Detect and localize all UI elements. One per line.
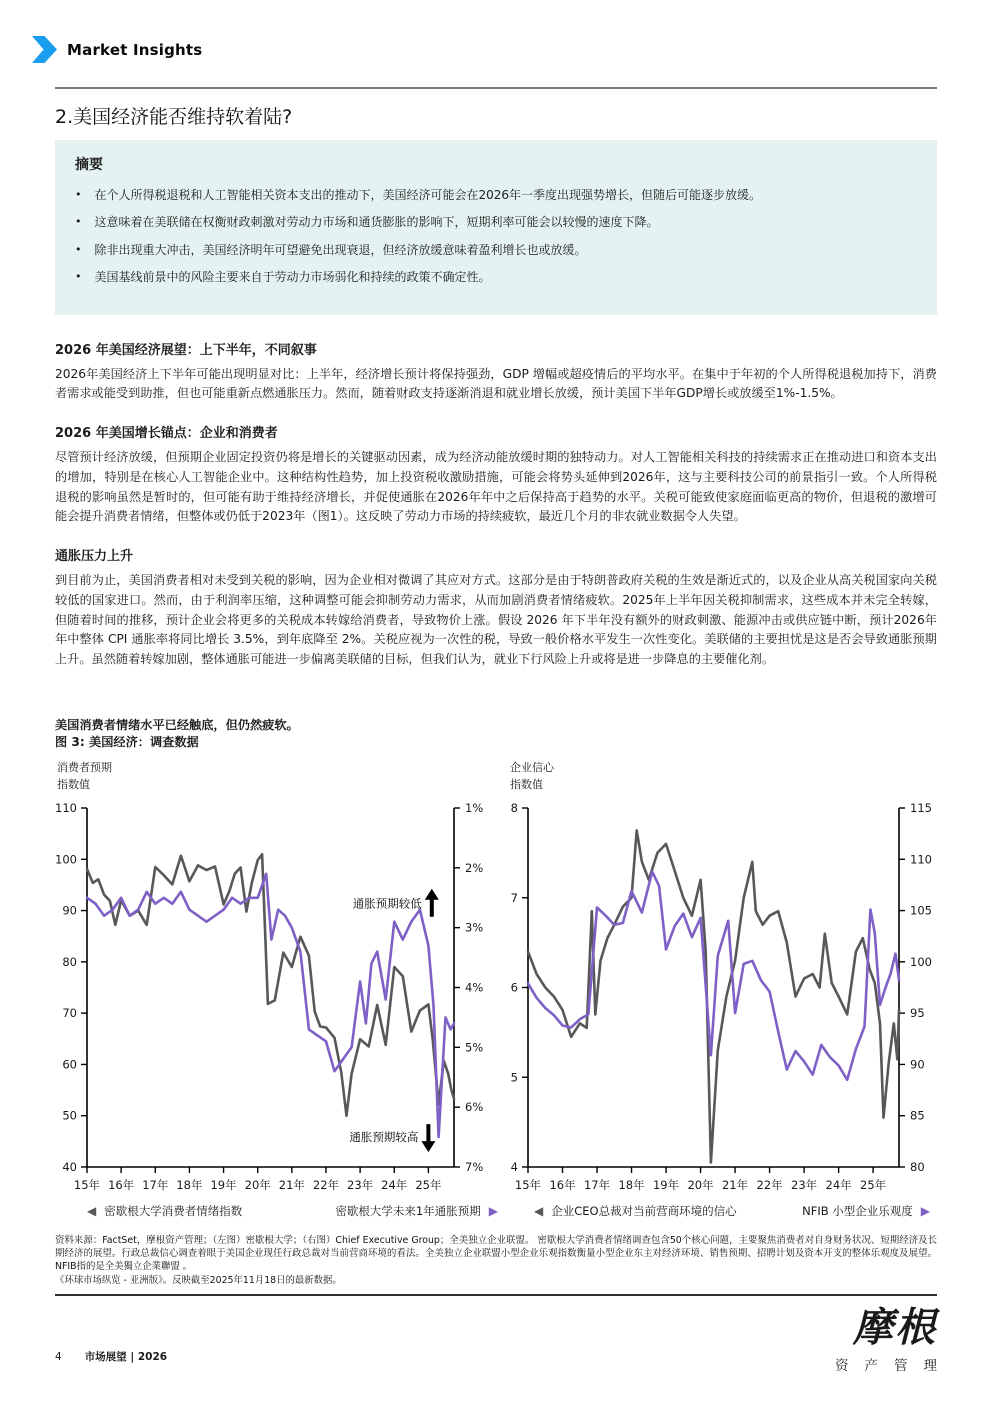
line-chart-svg [55, 796, 504, 1198]
page-number: 4 [55, 1351, 62, 1364]
business-confidence-chart [504, 759, 940, 1219]
svg-text:16年: 16年 [108, 1178, 135, 1193]
svg-text:17年: 17年 [142, 1178, 169, 1193]
svg-text:7: 7 [510, 890, 518, 905]
page-title: 2.美国经济能否维持软着陆? [55, 106, 293, 128]
list-item: • 这意味着在美联储在权衡财政刺激对劳动力市场和通货膨胀的影响下，短期利率可能会以较慢的速度下降。 [75, 214, 917, 231]
summary-box [55, 140, 937, 315]
morgan-logo-cn: 摩根 [853, 1304, 937, 1352]
charts-row [55, 759, 937, 1219]
svg-text:15年: 15年 [73, 1178, 101, 1193]
svg-text:22年: 22年 [312, 1178, 340, 1193]
svg-text:20年: 20年 [687, 1178, 714, 1193]
body-sections [55, 339, 937, 670]
series-line [87, 874, 454, 1137]
legend-label: 密歇根大学未来1年通胀预期 [335, 1204, 481, 1219]
svg-text:6: 6 [510, 980, 518, 995]
svg-text:24年: 24年 [381, 1178, 408, 1193]
svg-text:110: 110 [55, 801, 77, 816]
svg-text:25年: 25年 [860, 1178, 887, 1193]
svg-text:3%: 3% [465, 920, 484, 935]
svg-text:4: 4 [510, 1160, 518, 1175]
chart-canvas [55, 796, 504, 1198]
svg-text:6%: 6% [465, 1100, 484, 1115]
svg-text:16年: 16年 [549, 1178, 576, 1193]
figure-block [55, 717, 937, 1219]
list-item: • 美国基线前景中的风险主要来自于劳动力市场弱化和持续的政策不确定性。 [75, 269, 917, 286]
bullet-icon: • [75, 270, 82, 284]
svg-text:100: 100 [55, 852, 77, 867]
svg-text:18年: 18年 [618, 1178, 645, 1193]
legend-item [802, 1203, 930, 1219]
footer-left [55, 1349, 167, 1374]
svg-text:105: 105 [910, 903, 932, 918]
svg-text:22年: 22年 [756, 1178, 783, 1193]
down-arrow-icon [421, 1124, 435, 1152]
svg-text:60: 60 [62, 1057, 77, 1072]
svg-text:85: 85 [910, 1108, 925, 1123]
svg-text:20年: 20年 [244, 1178, 271, 1193]
bullet-icon: • [75, 242, 82, 256]
svg-text:21年: 21年 [278, 1178, 305, 1193]
right-chart-axis-title: 企业信心 指数值 [510, 761, 554, 792]
svg-text:15年: 15年 [514, 1178, 542, 1193]
summary-heading: 摘要 [75, 157, 103, 173]
morgan-logo-sub: 资 产 管 理 [835, 1358, 937, 1375]
legend-item [87, 1203, 242, 1219]
svg-text:7%: 7% [465, 1160, 484, 1175]
triangle-left-icon: ◀ [87, 1204, 97, 1219]
consumer-survey-chart [55, 759, 504, 1219]
svg-text:23年: 23年 [347, 1178, 374, 1193]
svg-text:23年: 23年 [791, 1178, 818, 1193]
legend-item [335, 1203, 498, 1219]
chart-canvas [508, 796, 940, 1198]
triangle-left-icon: ◀ [534, 1204, 544, 1219]
legend-item [534, 1203, 737, 1219]
series-line [87, 854, 454, 1115]
header-rule [55, 87, 937, 89]
legend-label: NFIB 小型企业乐观度 [802, 1204, 913, 1219]
section-body: 2026年美国经济上下半年可能出现明显对比：上半年，经济增长预计将保持强劲，GDP 增幅或超疫情后的平均水平。在集中于年初的个人所得税退税加持下，消费者需求或能受到助推，但也可能重新点燃通胀压力。然而，随着财政支持逐渐消退和就业增长放缓，预计美国下半年GDP增长或放缓至1%-1.5%。 [55, 366, 937, 401]
section-heading: 2026 年美国增长锚点：企业和消费者 [55, 426, 278, 442]
footer-rule [55, 1294, 937, 1297]
svg-text:25年: 25年 [415, 1178, 442, 1193]
chart-annotation: 通胀预期较高 [349, 1130, 419, 1145]
figure-caption: 图 3: 美国经济：调查数据 [55, 735, 199, 750]
svg-text:100: 100 [910, 954, 932, 969]
line-chart-svg [508, 796, 940, 1198]
morgan-logo [835, 1304, 937, 1375]
summary-list [75, 187, 917, 287]
svg-text:24年: 24年 [825, 1178, 852, 1193]
svg-text:90: 90 [62, 903, 77, 918]
svg-text:80: 80 [910, 1160, 925, 1175]
svg-text:5: 5 [510, 1070, 518, 1085]
svg-text:19年: 19年 [652, 1178, 680, 1193]
list-item: • 除非出现重大冲击，美国经济明年可望避免出现衰退，但经济放缓意味着盈利增长也或放缓。 [75, 242, 917, 259]
svg-text:4%: 4% [465, 980, 484, 995]
svg-text:80: 80 [62, 954, 77, 969]
svg-text:70: 70 [62, 1006, 77, 1021]
section-heading: 2026 年美国经济展望：上下半年，不同叙事 [55, 342, 317, 358]
svg-text:1%: 1% [465, 801, 484, 816]
svg-text:95: 95 [910, 1006, 925, 1021]
section-body: 尽管预计经济放缓，但预期企业固定投资仍将是增长的关键驱动因素，成为经济动能放缓时期的独特动力。对人工智能相关科技的持续需求正在推动进口和资本支出的增加，特别是在核心人工智能企业中。这种结构性趋势，加上投资税收激励措施，可能会将势头延伸到2026年，这与主要科技公司的前景指引一致。个人所得税退税的影响虽然是暂时的，但可能有助于维持经济增长，并促使通胀在2026年年中之后保持高于趋势的水平。关税可能致使家庭面临更高的物价，但退税的激增可能会提升消费者情绪，但整体或仍低于2023年（图1）。这反映了劳动力市场的持续疲软，最近几个月的非农就业数据令人失望。 [55, 450, 937, 524]
svg-text:18年: 18年 [176, 1178, 203, 1193]
svg-text:110: 110 [910, 852, 932, 867]
triangle-right-icon: ▶ [488, 1204, 498, 1219]
svg-text:19年: 19年 [210, 1178, 237, 1193]
svg-text:50: 50 [62, 1108, 77, 1123]
triangle-right-icon: ▶ [920, 1204, 930, 1219]
legend-label: 密歇根大学消费者情绪指数 [104, 1204, 243, 1219]
series-line [528, 831, 899, 1163]
chart-annotation: 通胀预期较低 [352, 896, 422, 911]
svg-text:40: 40 [62, 1160, 77, 1175]
brand-title: Market Insights [67, 40, 203, 59]
series-line [528, 872, 899, 1080]
bullet-icon: • [75, 188, 82, 201]
svg-text:115: 115 [910, 801, 932, 816]
svg-text:5%: 5% [465, 1040, 484, 1055]
header [0, 0, 992, 63]
svg-text:17年: 17年 [583, 1178, 611, 1193]
section-heading: 通胀压力上升 [55, 549, 134, 565]
section-body: 到目前为止，美国消费者相对未受到关税的影响，因为企业相对微调了其应对方式。这部分是由于特朗普政府关税的生效是渐近式的，以及企业从高关税国家向关税较低的国家进口。然而，由于利润率压缩，这种调整可能会抑制劳动力需求，从而加剧消费者情绪疲软。2025年上半年因关税抑制需求，这些成本并未完全转嫁，但随着时间的推移，预计企业会将更多的关税成本转嫁给消费者，导致物价上涨。假设 2026 年下半年没有额外的财政刺激、能源冲击或供应链中断，预计2026年年中整体 CPI 通胀率将同比增长 3.5%，到年底降至 2%。关税应视为一次性的税，导致一般价格水平发生一次性变化。美联储的主要担忧是这是否会导致通胀预期上升。虽然随着转嫁加剧，整体通胀可能进一步偏离美联储的目标，但我们认为，就业下行风险上升或将是进一步降息的主要催化剂。 [55, 573, 937, 667]
svg-text:90: 90 [910, 1057, 925, 1072]
doc-title: 市场展望 | 2026 [84, 1351, 168, 1364]
svg-text:2%: 2% [465, 860, 484, 875]
chart-legend [55, 1198, 504, 1219]
list-item: • 在个人所得税退税和人工智能相关资本支出的推动下，美国经济可能会在2026年一季度出现强势增长，但随后可能逐步放缓。 [75, 187, 917, 204]
left-chart-axis-title: 消费者预期 指数值 [57, 761, 112, 792]
source-note: 资料来源：FactSet，摩根资产管理；（左图）密歇根大学；（右图）Chief Executive Group；全美独立企业联盟。 密歇根大学消费者情绪调查包含50个核心问题，主要聚焦消费者对自身财务状况、短期经济及长期经济的展望。行政总裁信心调查着眼于美国企业现任行政总裁对当前营商环境的看法。全美独立企业联盟小型企业乐观指数衡量小型企业东主对经济环境、销售预期、招聘计划及资本开支的整体乐观度及展望。 NFIB指的是全美獨立企業聯盟 。 《环球市场纵览 - 亚洲版》。反映截至2025年11月18日的最新数据。 [55, 1235, 937, 1286]
bullet-icon: • [75, 215, 82, 229]
svg-text:21年: 21年 [721, 1178, 749, 1193]
footer [55, 1304, 937, 1375]
svg-text:8: 8 [510, 801, 518, 816]
up-arrow-icon [425, 889, 439, 917]
chart-legend [508, 1198, 940, 1219]
figure-lead: 美国消费者情绪水平已经触底，但仍然疲软。 [55, 717, 299, 732]
brand-chevron-icon [32, 36, 57, 63]
legend-label: 企业CEO总裁对当前营商环境的信心 [551, 1204, 737, 1219]
